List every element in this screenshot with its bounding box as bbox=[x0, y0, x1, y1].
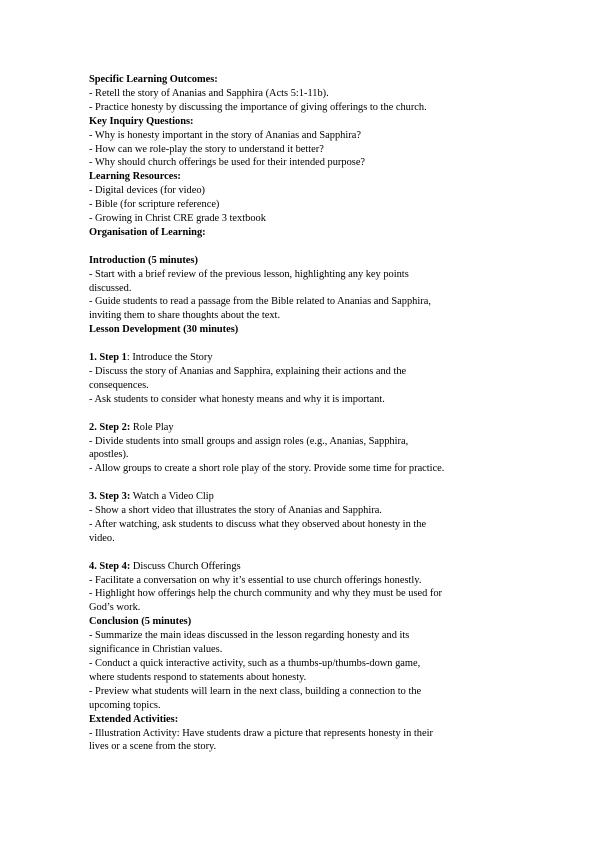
step-name: Role Play bbox=[130, 421, 174, 433]
inquiry-item: - How can we role-play the story to understand it better? bbox=[89, 143, 324, 155]
step-name: : Introduce the Story bbox=[126, 352, 213, 364]
step-4-title bbox=[89, 560, 509, 574]
step-line: - Show a short video that illustrates the story of Ananias and Sapphira. bbox=[89, 505, 382, 517]
step-line: apostles). bbox=[89, 449, 129, 461]
blank-line bbox=[89, 337, 509, 351]
step-label: 2. Step 2: bbox=[89, 421, 131, 433]
organisation-heading: Organisation of Learning: bbox=[89, 226, 206, 238]
inquiry-item: - Why is honesty important in the story of Ananias and Sapphira? bbox=[89, 129, 361, 141]
introduction-line: - Guide students to read a passage from the Bible related to Ananias and Sapphira, bbox=[89, 296, 431, 308]
extended-heading: Extended Activities: bbox=[89, 713, 179, 725]
conclusion-line: upcoming topics. bbox=[89, 699, 161, 711]
conclusion-line: significance in Christian values. bbox=[89, 644, 223, 656]
step-name: Watch a Video Clip bbox=[130, 491, 214, 503]
conclusion-line: - Summarize the main ideas discussed in the lesson regarding honesty and its bbox=[89, 630, 410, 642]
step-line: God’s work. bbox=[89, 602, 141, 614]
conclusion-heading: Conclusion (5 minutes) bbox=[89, 616, 192, 628]
extended-line: lives or a scene from the story. bbox=[89, 741, 217, 753]
step-2-title bbox=[89, 421, 509, 435]
introduction-line: - Start with a brief review of the previous lesson, highlighting any key points bbox=[89, 268, 409, 280]
step-line: - Divide students into small groups and assign roles (e.g., Ananias, Sapphira, bbox=[89, 435, 409, 447]
outcome-item: - Practice honesty by discussing the importance of giving offerings to the church. bbox=[89, 101, 427, 113]
conclusion-line: where students respond to statements about honesty. bbox=[89, 671, 307, 683]
step-line: consequences. bbox=[89, 379, 149, 391]
inquiry-item: - Why should church offerings be used for their intended purpose? bbox=[89, 157, 366, 169]
step-name: Discuss Church Offerings bbox=[130, 560, 241, 572]
step-line: video. bbox=[89, 532, 115, 544]
outcomes-heading: Specific Learning Outcomes: bbox=[89, 74, 218, 85]
resource-item: - Digital devices (for video) bbox=[89, 185, 205, 197]
conclusion-line: - Conduct a quick interactive activity, such as a thumbs-up/thumbs-down game, bbox=[89, 657, 421, 669]
introduction-line: discussed. bbox=[89, 282, 132, 294]
blank-line bbox=[89, 546, 509, 560]
resource-item: - Growing in Christ CRE grade 3 textbook bbox=[89, 213, 266, 225]
step-line: - Highlight how offerings help the church community and why they must be used for bbox=[89, 588, 443, 600]
introduction-line: inviting them to share thoughts about the text. bbox=[89, 310, 281, 322]
blank-line bbox=[89, 476, 509, 490]
resources-heading: Learning Resources: bbox=[89, 171, 181, 183]
blank-line bbox=[89, 240, 509, 254]
step-label: 1. Step 1 bbox=[89, 352, 127, 364]
step-line: - Discuss the story of Ananias and Sapphira, explaining their actions and the bbox=[89, 366, 407, 377]
step-label: 3. Step 3: bbox=[89, 491, 131, 503]
step-line: - After watching, ask students to discuss what they observed about honesty in the bbox=[89, 518, 427, 530]
development-heading: Lesson Development (30 minutes) bbox=[89, 324, 239, 336]
blank-line bbox=[89, 407, 509, 421]
outcome-item: - Retell the story of Ananias and Sapphira (Acts 5:1-11b). bbox=[89, 87, 329, 99]
step-1-title bbox=[89, 351, 509, 365]
conclusion-line: - Preview what students will learn in the next class, building a connection to the bbox=[89, 685, 422, 697]
lesson-plan-document bbox=[89, 73, 509, 754]
inquiry-heading: Key Inquiry Questions: bbox=[89, 115, 194, 127]
step-line: - Ask students to consider what honesty means and why it is important. bbox=[89, 393, 385, 405]
step-line: - Facilitate a conversation on why it’s essential to use church offerings honestly. bbox=[89, 574, 422, 586]
extended-line: - Illustration Activity: Have students draw a picture that represents honesty in their bbox=[89, 727, 433, 739]
step-3-title bbox=[89, 490, 509, 504]
introduction-heading: Introduction (5 minutes) bbox=[89, 254, 198, 266]
step-label: 4. Step 4: bbox=[89, 560, 131, 572]
resource-item: - Bible (for scripture reference) bbox=[89, 199, 220, 211]
step-line: - Allow groups to create a short role play of the story. Provide some time for practice. bbox=[89, 463, 445, 475]
